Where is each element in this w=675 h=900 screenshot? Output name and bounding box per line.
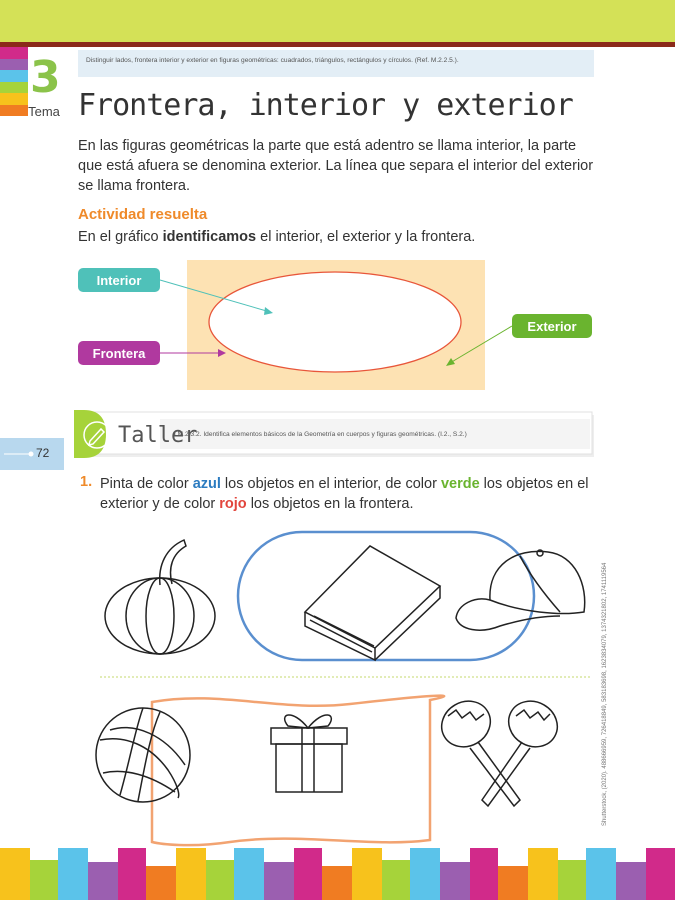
taller-label: Taller: [118, 423, 198, 448]
bottom-color-strips: [0, 848, 675, 900]
tema-label: Tema: [28, 104, 60, 119]
gift-icon: [271, 715, 347, 792]
book-icon: [305, 546, 440, 660]
page-title: Frontera, interior y exterior: [78, 88, 573, 123]
page-number: 72: [36, 446, 50, 460]
ball-icon: [96, 708, 190, 802]
image-credit: Shutterstock, (2020). 488666959, 726418849, 583183698, 1623834079, 1374321802, 1741119564: [602, 562, 608, 826]
cap-icon: [456, 550, 585, 630]
tema-number: 3: [30, 52, 61, 103]
maracas-icon: [433, 692, 565, 806]
taller-indicator: I.M.2.3.2. Identifica elementos básicos de la Geometría en cuerpos y figuras geométricas. (I.2., S.2.): [174, 431, 467, 438]
activity-title: Actividad resuelta: [78, 206, 208, 223]
label-exterior: Exterior: [512, 314, 592, 338]
label-interior: Interior: [78, 268, 160, 292]
pumpkin-icon: [105, 540, 215, 654]
intro-paragraph: En las figuras geométricas la parte que está adentro se llama interior, la parte que está afuera se denomina exterior. La línea que separa el interior del exterior se llama frontera.: [78, 138, 594, 194]
exercise-number: 1.: [80, 474, 93, 490]
label-frontera: Frontera: [78, 341, 160, 365]
activity-text: En el gráfico identificamos el interior, el exterior y la frontera.: [78, 229, 476, 245]
objective-text: Distinguir lados, frontera interior y exterior en figuras geométricas: cuadrados, triángulos, rectángulos y círculos. (Ref. M.2.2.5.).: [86, 57, 459, 64]
exercise-text: Pinta de color azul los objetos en el interior, de color verde los objetos en el exterior y de color rojo los objetos en la frontera.: [100, 476, 589, 512]
